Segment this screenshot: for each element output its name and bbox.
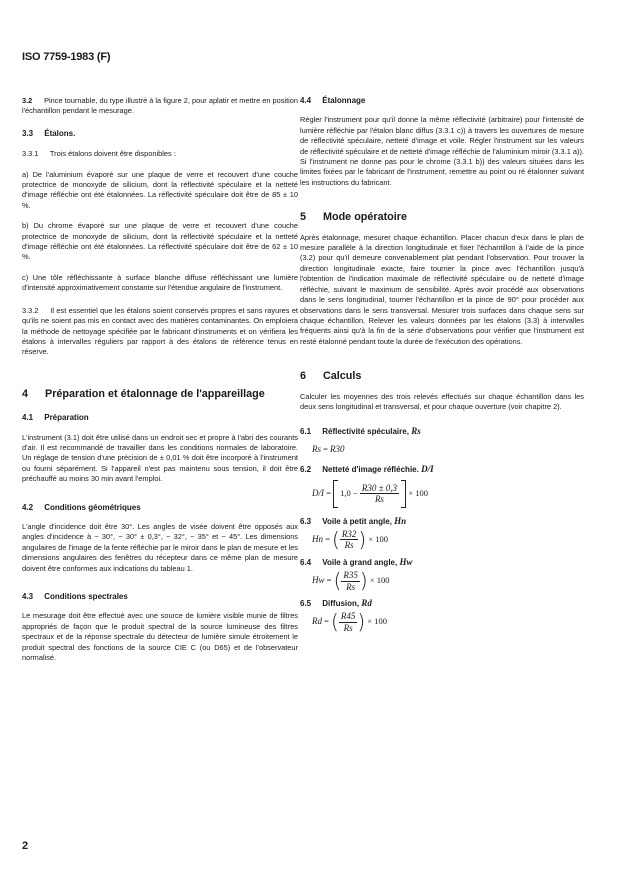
section-4-4-text: Régler l'instrument pour qu'il donne la même réflectivité (arbitraire) pour l'intensité de lumière réfléchie par l'étalon blanc diffus (3.3.1 c)) à travers les ouvertures de mesure de réflectivité spéculaire, netteté d'image et voile. Régler l'instrument sur les valeurs de réflectivité spéculaire et de netteté d'image réfléchie de l'aluminium miroir (3.3.1 a)). Si l'instrument ne donne pas pour le chrome (3.3.1 b)) des valeurs situées dans les limites fixées par le fabricant de l'instrument, remettre au point ou ré étalonner suivant les instructions du fabricant. <box>300 115 584 187</box>
left-column <box>22 96 298 663</box>
section-4-1-text: L'instrument (3.1) doit être utilisé dans un endroit sec et propre à l'abri des courants d'air. Il est recommandé de travailler dans les conditions normales de laboratoire. Un réglage de tension d'une précision de ± 0,01 % doit être incorporé à l'instrument ou fourni séparément. Si l'appareil n'est pas maintenu sous tension, il doit être préchauffé au moins 30 min avant l'emploi. <box>22 432 298 484</box>
formula-6-5: Rd = ( $\frac{R45}{Rs}$ ) × 100 <box>312 610 387 635</box>
formula-6-1: Rs = R30 <box>312 443 345 454</box>
section-5-text: Après étalonnage, mesurer chaque échantillon. Placer chacun d'eux dans le plan de mesure parallèle à la direction longitudinale et fixer l'échantillon à l'aide de la pince (3.2) pour qu'il demeure convenablement plat pendant l'observation. Pour trouver la direction longitudinale exacte, faire tourner la pince avec l'échantillon jusqu'à l'obtention de l'indication maximale de réflectivité spéculaire ou de netteté d'image réfléchie, suivant le maximum de sensibilité. Après avoir procédé aux observations dans le sens longitudinal, tourner l'échantillon et la pince de 90° pour procéder aux observations dans le sens transversal. Mesurer trois surfaces dans chaque sens sur chaque échantillon. Relever les valeurs données par les étalons (3.3) à intervalles fréquents ainsi qu'à la fin de la série d'observations pour vérifier que l'instrument est resté étalonné pendant toute la durée de l'exécution des opérations. <box>300 232 584 346</box>
formula-6-4: Hw = ( $\frac{R35}{Rs}$ ) × 100 <box>312 568 390 593</box>
section-3-3-heading: 3.3 Étalons. <box>22 128 76 138</box>
page-number: 2 <box>22 840 29 852</box>
section-3-2: 3.2 Pince tournable, du type illustré à la figure 2, pour aplatir et mettre en position l'échantillon pendant le mesurage. <box>22 96 298 116</box>
section-6-5-heading: 6.5 Diffusion, Rd <box>300 598 372 608</box>
section-6-4-heading: 6.4 Voile à grand angle, Hw <box>300 556 413 567</box>
section-6-3-heading: 6.3 Voile à petit angle, Hn <box>300 515 407 526</box>
list-item: a) De l'aluminium évaporé sur une plaque de verre et recouvert d'une couche protectrice de monoxyde de silicium, dont la réflectivité spéculaire et la netteté d'image réfléchie ont été étalonnées. La réflectivité spéculaire doit être de 85 ± 10 %. <box>22 169 298 210</box>
section-4-3-text: Le mesurage doit être effectué avec une source de lumière visible munie de filtres appropriés de façon que le produit spectral de la source lumineuse des filtres spectraux et de la réponse spectrale du détecteur de lumière simule étroitement le produit spectral des fonctions de la source CIE C (ou D65) et de l'observateur normalisé. <box>22 611 298 663</box>
list-item: b) Du chrome évaporé sur une plaque de verre et recouvert d'une couche protectrice de monoxyde de silicium, dont la réflectivité spéculaire et la netteté d'image réfléchie ont été étalonnées. La réflectivité spéculaire doit être de 62 ± 10 %. <box>22 221 298 262</box>
section-6-heading: 6 Calculs <box>300 370 362 383</box>
section-4-heading: 4 Préparation et étalonnage de l'appareillage <box>22 387 265 400</box>
section-4-2-text: L'angle d'incidence doit être 30°. Les angles de visée doivent être opposés aux angles d'incidence à − 30°, − 30° ± 0,3°, − 32°, − 35° et − 45°. Les dimensions angulaires de l'image de la fente réfléchie par le miroir dans le plan de mesure et les dimensions angulaires des fenêtres du récepteur dans ce même plan de mesure doivent être conformes aux indications du tableau 1. <box>22 521 298 573</box>
list-item: c) Une tôle réfléchissante à surface blanche diffuse réfléchissant une lumière d'intensité approximativement constante sur l'étendue angulaire de l'instrument. <box>22 272 298 293</box>
document-header: ISO 7759-1983 (F) <box>22 51 111 63</box>
section-4-1-heading: 4.1 Préparation <box>22 413 89 423</box>
section-5-heading: 5 Mode opératoire <box>300 211 407 224</box>
section-4-2-heading: 4.2 Conditions géométriques <box>22 502 141 512</box>
section-3-3-1: 3.3.1 Trois étalons doivent être disponibles : <box>22 149 176 159</box>
right-column <box>300 96 584 633</box>
section-4-3-heading: 4.3 Conditions spectrales <box>22 592 128 601</box>
section-6-2-heading: 6.2 Netteté d'image réfléchie. D/I <box>300 464 434 475</box>
section-4-4-heading: 4.4 Étalonnage <box>300 96 366 105</box>
formula-6-3: Hn = ( $\frac{R32}{Rs}$ ) × 100 <box>312 527 388 552</box>
section-3-3-2: 3.3.2 Il est essentiel que les étalons soient conservés propres et sans rayures et qu'ils ne soient pas mis en contact avec des matières contaminantes. On emploiera la méthode de nettoyage spécifiée par le fabricant d'instruments et on vérifiera les étalons à intervalles réguliers par rapport à des étalons de référence tenus en réserve. <box>22 305 298 357</box>
section-6-text: Calculer les moyennes des trois relevés effectués sur chaque échantillon dans les deux sens longitudinal et transversal, et pour chaque ouverture (voir chapitre 2). <box>300 391 584 411</box>
section-3-2-text: Pince tournable, du type illustré à la figure 2, pour aplatir et mettre en position l'échantillon pendant le mesurage. <box>22 96 298 116</box>
section-6-1-heading: 6.1 Réflectivité spéculaire, Rs <box>300 426 421 437</box>
formula-6-2: D/I = 1,0 − $\frac{R30 \pm 0,3}{Rs}$ × 100 <box>312 480 584 508</box>
